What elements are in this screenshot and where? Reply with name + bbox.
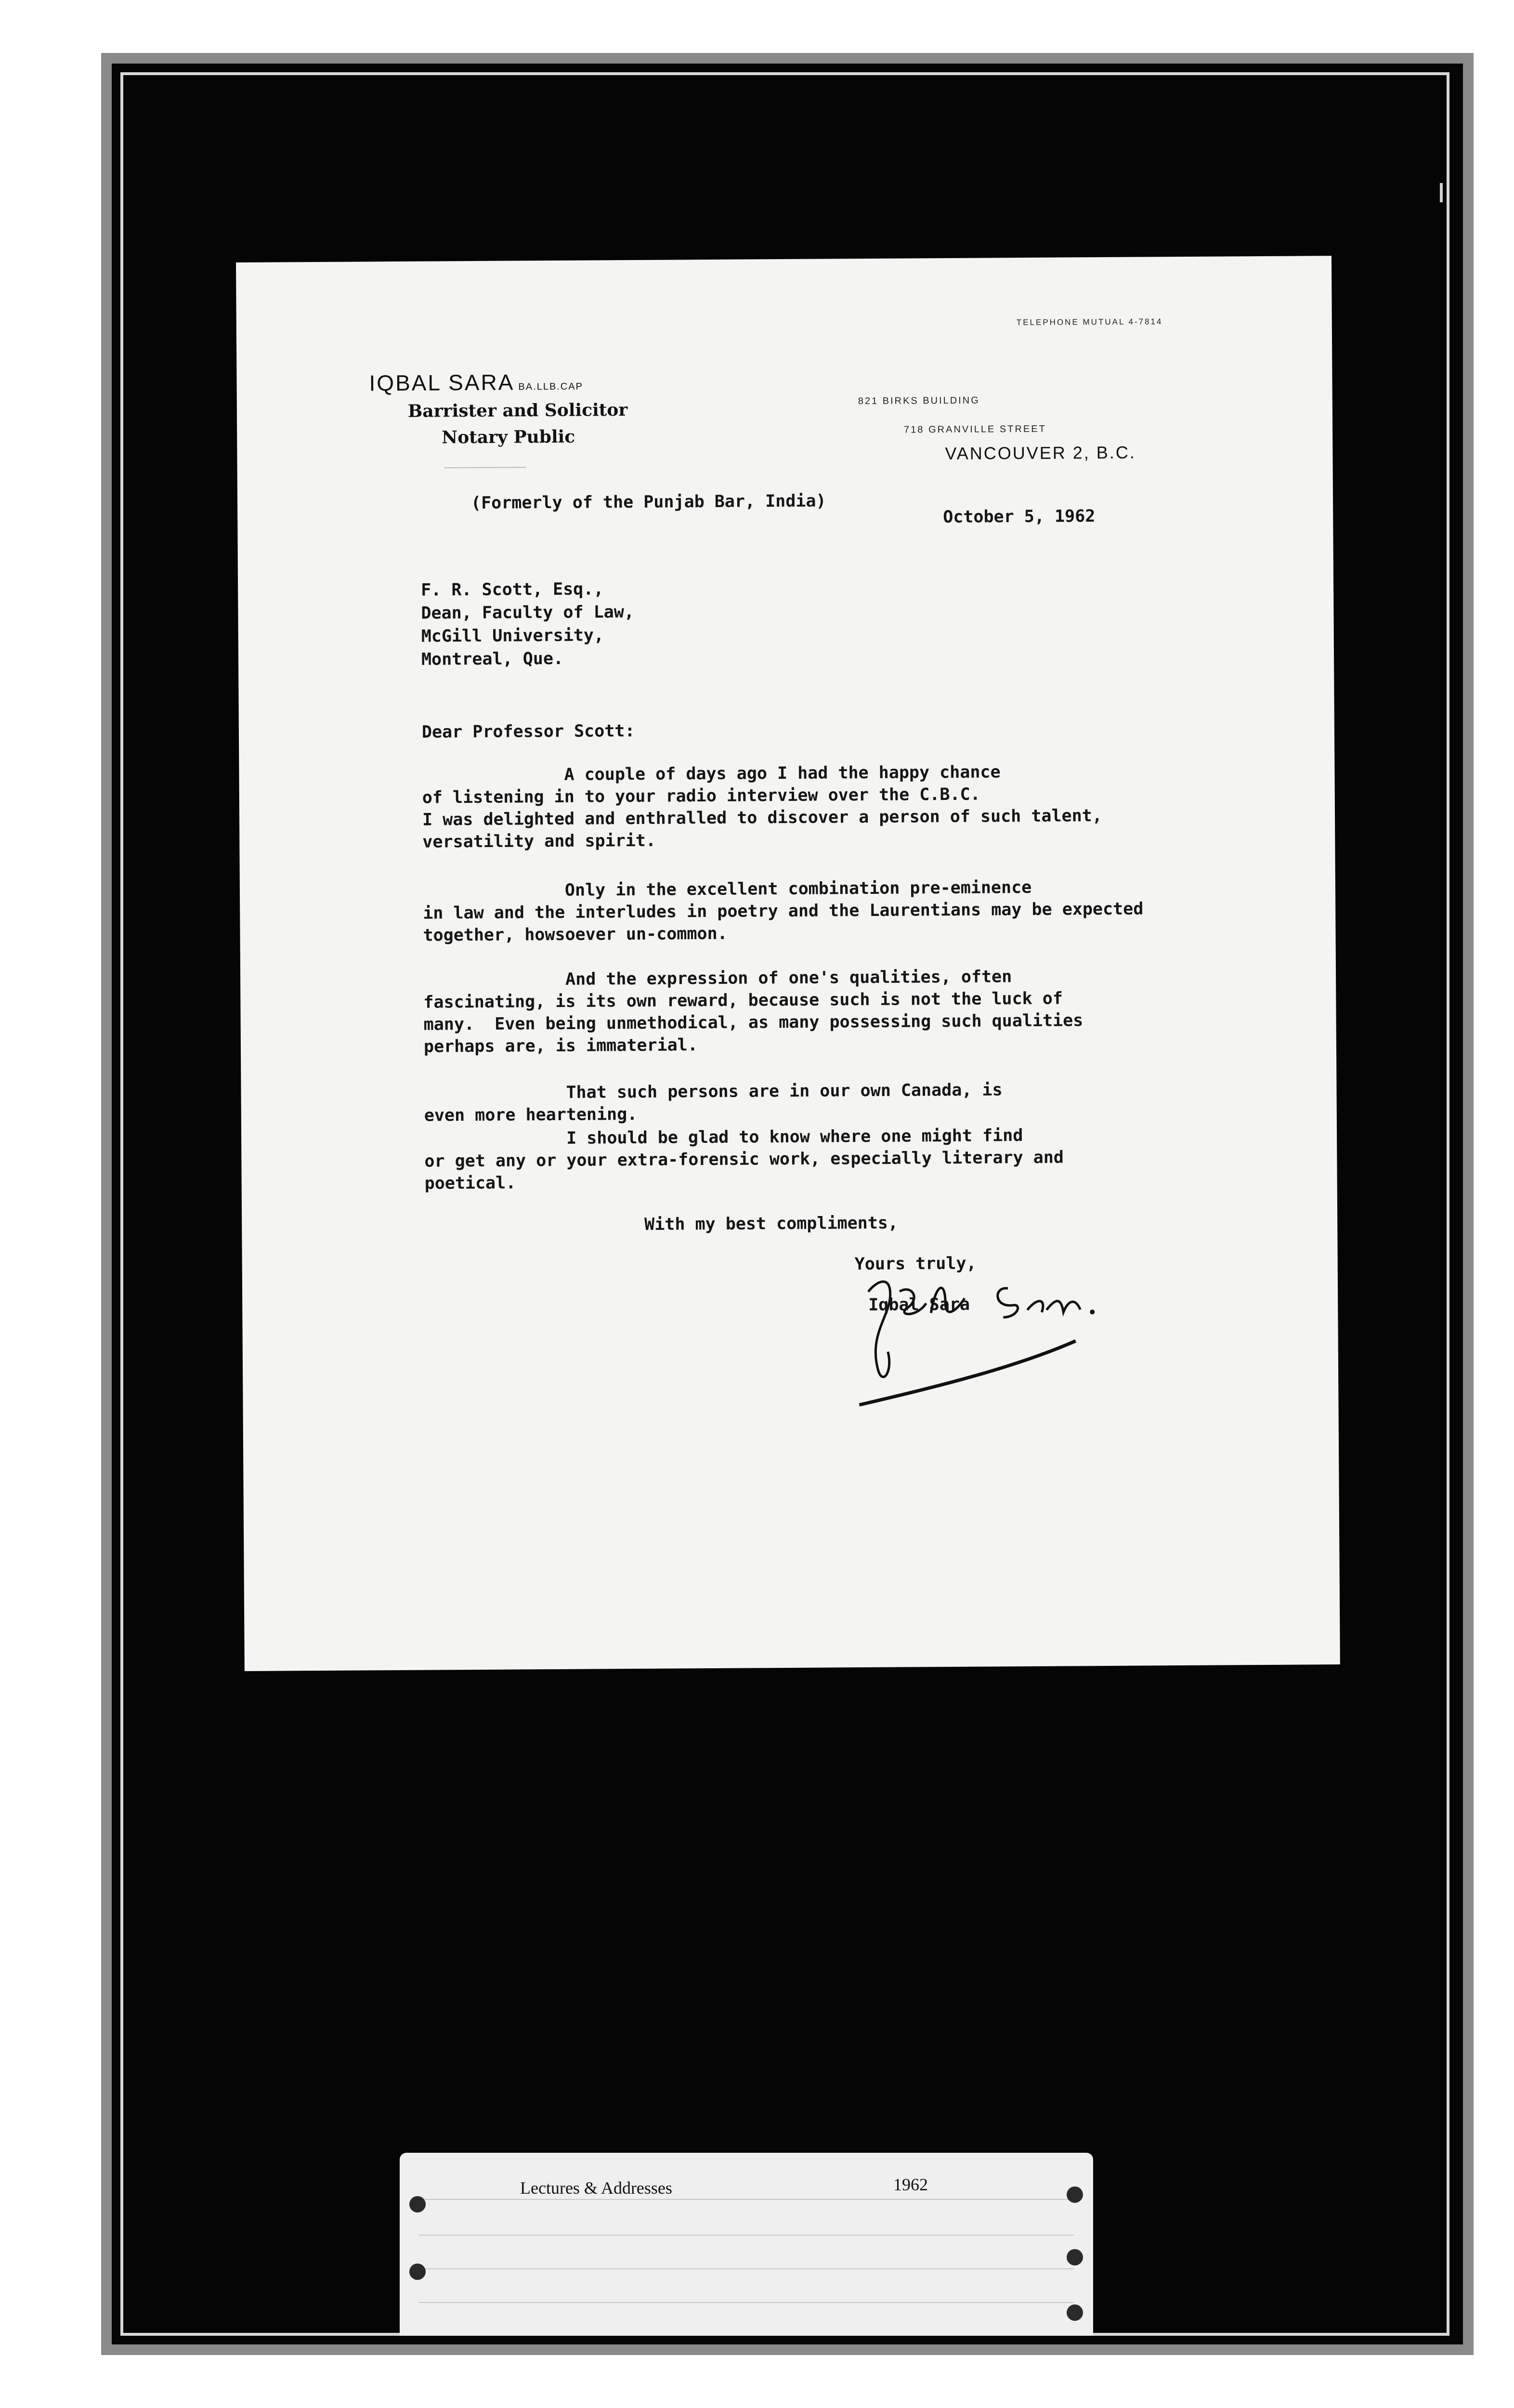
card-punch-hole xyxy=(409,2196,426,2212)
letterhead-building: 821 BIRKS BUILDING xyxy=(858,395,980,407)
letterhead-street: 718 GRANVILLE STREET xyxy=(904,423,1046,435)
card-rule-4 xyxy=(419,2302,1074,2303)
letter-page xyxy=(236,256,1340,1671)
paragraph-3: And the expression of one's qualities, often fascinating, is its own reward, because such is not the luck of many. Even being unmethodical, as many possessing such qualities perhaps are, is immaterial. xyxy=(423,967,1083,1057)
closing-yours-truly: Yours truly, xyxy=(854,1254,977,1274)
letterhead-title-notary: Notary Public xyxy=(442,426,575,448)
letterhead-city: VANCOUVER 2, B.C. xyxy=(945,442,1136,464)
letter-date: October 5, 1962 xyxy=(943,507,1096,527)
letterhead-title-barrister: Barrister and Solicitor xyxy=(407,400,628,421)
handwritten-signature xyxy=(848,1244,1148,1410)
formerly-line: (Formerly of the Punjab Bar, India) xyxy=(470,491,826,513)
closing-compliments: With my best compliments, xyxy=(644,1213,899,1234)
signature-stroke-ara xyxy=(1027,1301,1080,1312)
recipient-line-4: Montreal, Que. xyxy=(421,649,564,669)
recipient-line-3: McGill University, xyxy=(421,626,604,646)
card-punch-hole xyxy=(1067,2249,1083,2265)
salutation: Dear Professor Scott: xyxy=(421,721,635,742)
letterhead-name-text: IQBAL SARA xyxy=(369,369,515,396)
card-punch-hole xyxy=(409,2264,426,2280)
card-rule-3 xyxy=(419,2268,1074,2269)
paragraph-1: A couple of days ago I had the happy chance of listening in to your radio interview over the C.B.C. I was delighted and enthralled to discover a person of such talent, versatility and spirit. xyxy=(422,762,1102,852)
signature-underline xyxy=(859,1341,1076,1405)
card-rule-1 xyxy=(419,2199,1074,2200)
card-label: Lectures & Addresses xyxy=(520,2178,672,2198)
letterhead-credentials: BA.LLB.CAP xyxy=(518,381,584,393)
card-punch-hole xyxy=(1067,2186,1083,2203)
paragraph-4: That such persons are in our own Canada, is even more heartening. xyxy=(424,1080,1003,1125)
card-rule-2 xyxy=(419,2235,1074,2236)
recipient-line-2: Dean, Faculty of Law, xyxy=(421,602,635,623)
paragraph-2: Only in the excellent combination pre-eminence in law and the interludes in poetry and the Laurentians may be expected together, howsoever un-common. xyxy=(422,877,1144,945)
signer-name: Iqbal Sara xyxy=(868,1295,970,1315)
index-card xyxy=(400,2153,1093,2336)
signature-stroke-s xyxy=(998,1288,1018,1318)
card-year: 1962 xyxy=(893,2175,928,2194)
letterhead-name xyxy=(369,369,583,396)
film-scratch xyxy=(1440,183,1443,202)
paragraph-5: I should be glad to know where one might find or get any or your extra-forensic work, especially literary and poetical. xyxy=(424,1126,1064,1193)
letterhead-telephone: TELEPHONE MUTUAL 4-7814 xyxy=(1016,317,1163,327)
card-punch-hole xyxy=(1067,2304,1083,2321)
signature-period xyxy=(1090,1309,1095,1314)
recipient-line-1: F. R. Scott, Esq., xyxy=(421,579,604,600)
letterhead-rule xyxy=(444,467,526,468)
